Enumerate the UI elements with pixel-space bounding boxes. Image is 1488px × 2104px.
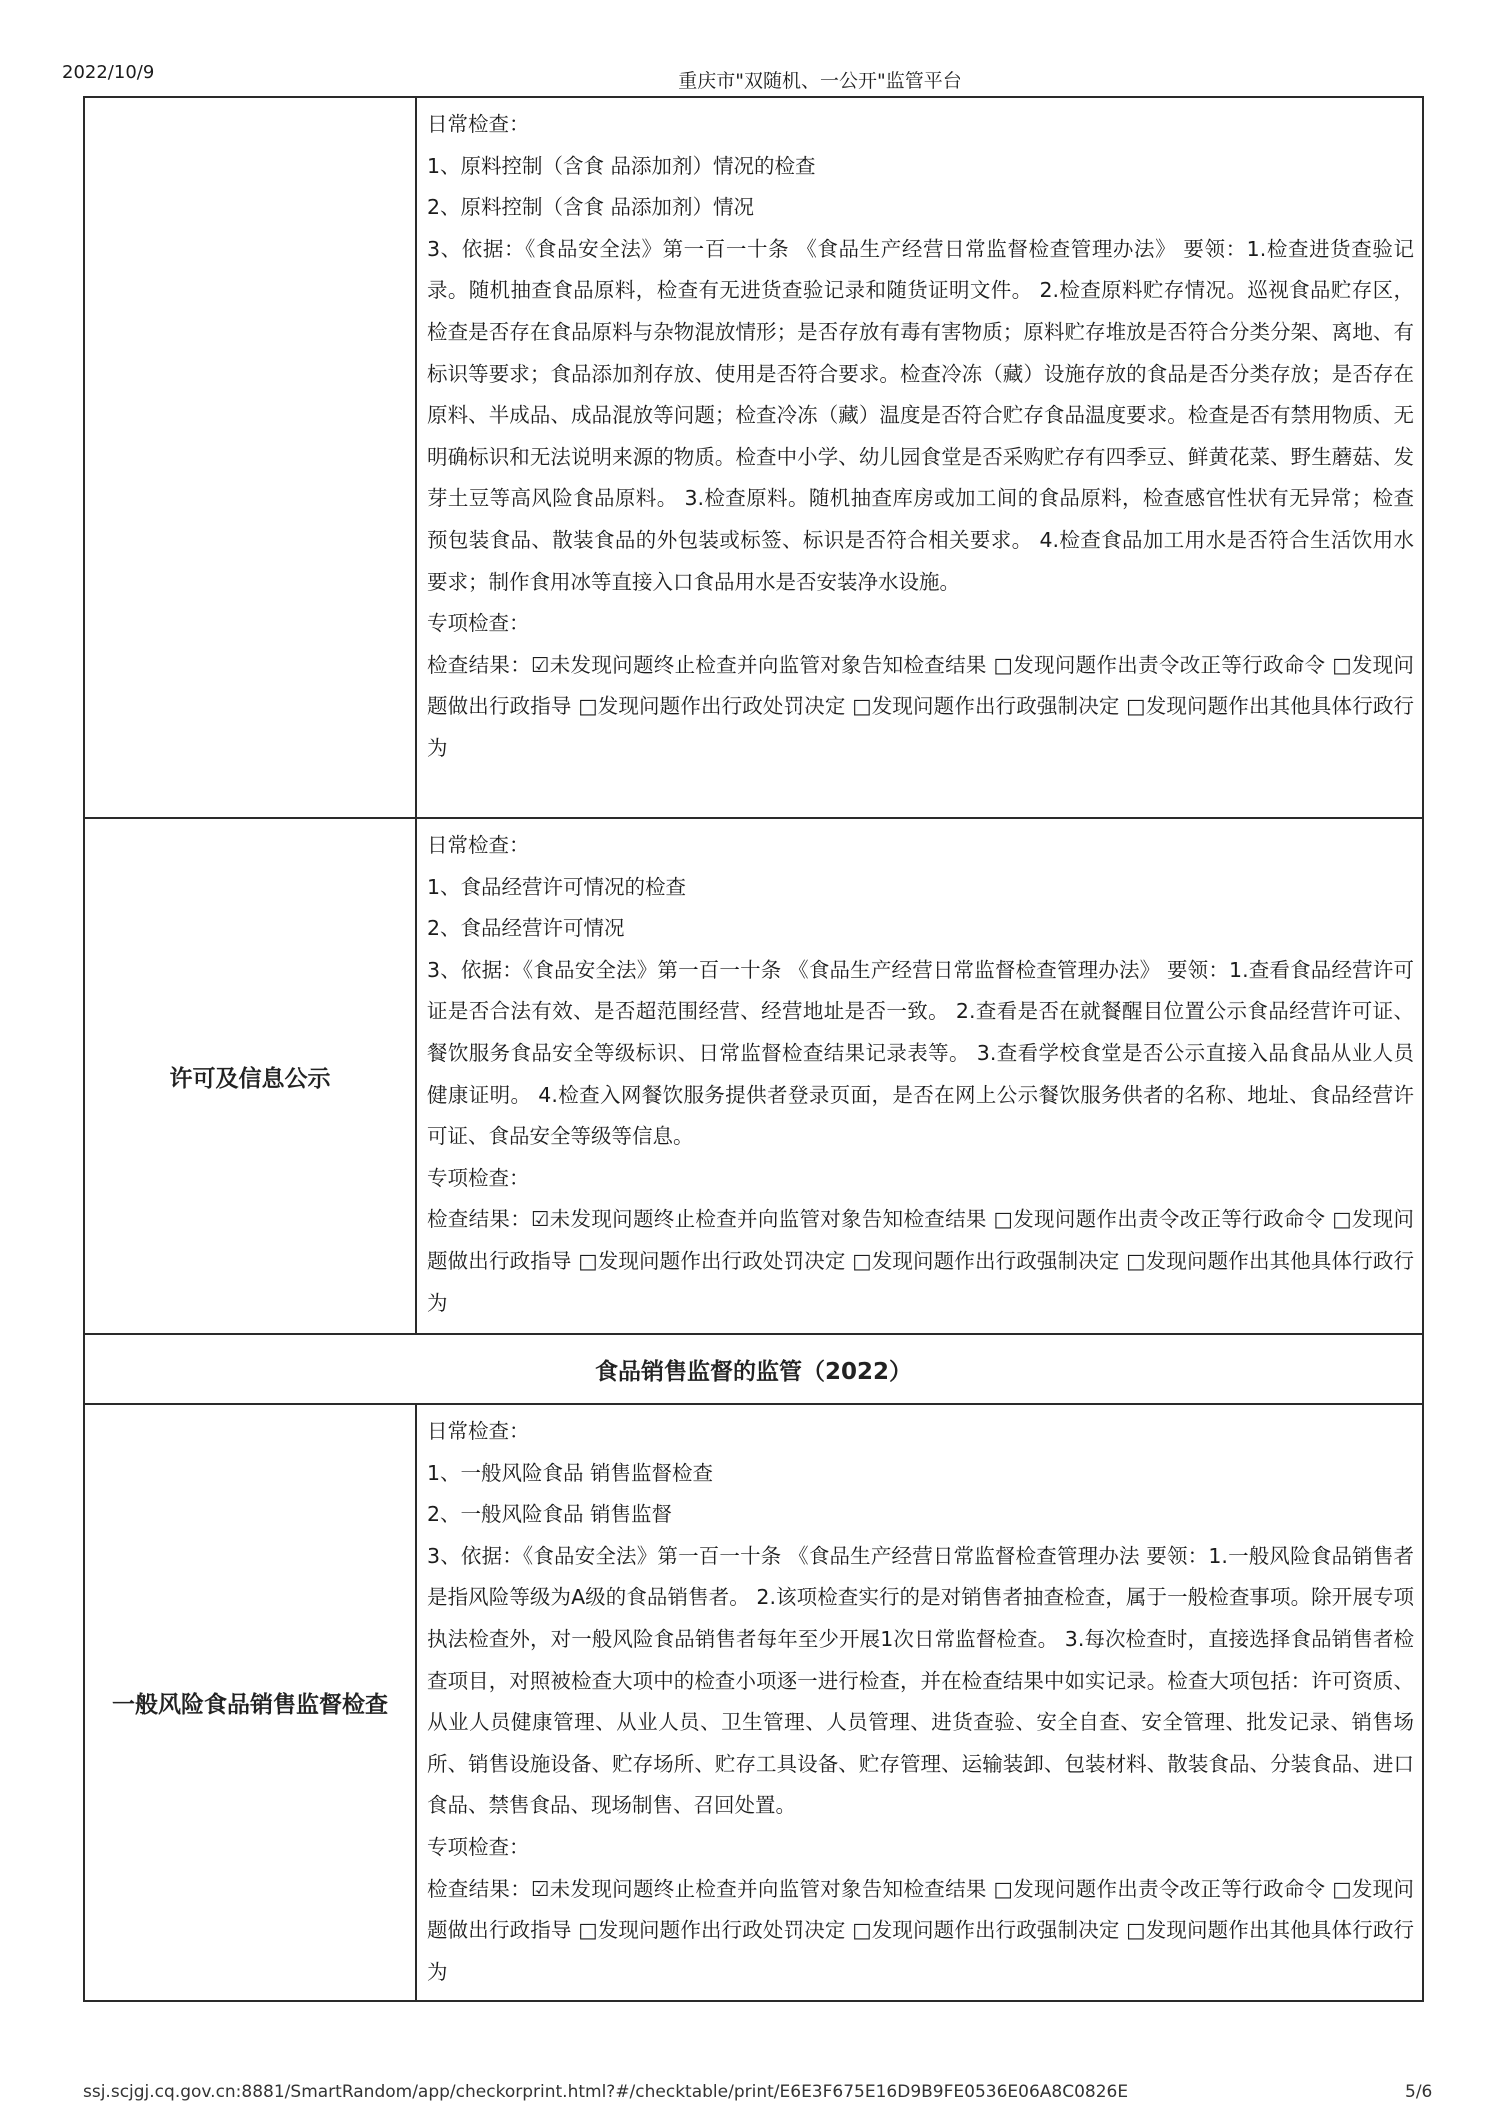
check-basis: 3、依据：《食品安全法》第一百一十条 《食品生产经营日常监督检查管理办法》 要领：1.查看食品经营许可证是否合法有效、是否超范围经营、经营地址是否一致。 2.查看是否在就餐醒目位置公示食品经营许可证、餐饮服务食品安全等级标识、日常监督检查结果记录表等。 3.查看学校食堂是否公示直接入品食品从业人员健康证明。 4.检查入网餐饮服务提供者登录页面，是否在网上公示餐饮服务供者的名称、地址、食品经营许可证、食品安全等级等信息。 bbox=[427, 957, 1414, 1149]
footer-url: ssj.scjgj.cq.gov.cn:8881/SmartRandom/app/checkorprint.html?#/checktable/print/E6E3F675E16D9B9FE0536E06A8C0826E bbox=[83, 2082, 1129, 2102]
check-item: 2、原料控制（含食 品添加剂）情况 bbox=[427, 195, 755, 220]
page-number: 5/6 bbox=[1405, 2082, 1433, 2102]
check-result: 检查结果：☑未发现问题终止检查并向监管对象告知检查结果 □发现问题作出责令改正等行政命令 □发现问题做出行政指导 □发现问题作出行政处罚决定 □发现问题作出行政强制决定 □发现问题作出其他具体行政行为 bbox=[427, 1207, 1414, 1315]
check-item: 2、食品经营许可情况 bbox=[427, 916, 625, 941]
check-result: 检查结果：☑未发现问题终止检查并向监管对象告知检查结果 □发现问题作出责令改正等行政命令 □发现问题做出行政指导 □发现问题作出行政处罚决定 □发现问题作出行政强制决定 □发现问题作出其他具体行政行为 bbox=[427, 1876, 1414, 1984]
row-label: 一般风险食品销售监督检查 bbox=[84, 1404, 416, 2001]
check-item: 1、食品经营许可情况的检查 bbox=[427, 874, 687, 899]
row-content bbox=[416, 1404, 1423, 2001]
page-title: 重庆市"双随机、一公开"监管平台 bbox=[678, 70, 962, 92]
table-row bbox=[84, 1404, 1423, 2001]
check-item: 2、一般风险食品 销售监督 bbox=[427, 1502, 673, 1527]
row-label bbox=[84, 97, 416, 818]
check-basis: 3、依据：《食品安全法》第一百一十条 《食品生产经营日常监督检查管理办法 要领：1.一般风险食品销售者是指风险等级为A级的食品销售者。 2.该项检查实行的是对销售者抽查检查，属于一般检查事项。除开展专项执法检查外，对一般风险食品销售者每年至少开展1次日常监督检查。 3.每次检查时，直接选择食品销售者检查项目，对照被检查大项中的检查小项逐一进行检查，并在检查结果中如实记录。检查大项包括：许可资质、从业人员健康管理、从业人员、卫生管理、人员管理、进货查验、安全自查、安全管理、批发记录、销售场所、销售设施设备、贮存场所、贮存工具设备、贮存管理、运输装卸、包装材料、散装食品、分装食品、进口食品、禁售食品、现场制售、召回处置。 bbox=[427, 1543, 1414, 1818]
table-row bbox=[84, 97, 1423, 818]
check-result: 检查结果：☑未发现问题终止检查并向监管对象告知检查结果 □发现问题作出责令改正等行政命令 □发现问题做出行政指导 □发现问题作出行政处罚决定 □发现问题作出行政强制决定 □发现问题作出其他具体行政行为 bbox=[427, 652, 1414, 760]
check-item: 1、一般风险食品 销售监督检查 bbox=[427, 1460, 714, 1485]
daily-check-label: 日常检查： bbox=[427, 1419, 530, 1443]
special-check-label: 专项检查： bbox=[427, 1834, 530, 1859]
row-label: 许可及信息公示 bbox=[84, 818, 416, 1334]
special-check-label: 专项检查： bbox=[427, 611, 530, 636]
print-date: 2022/10/9 bbox=[62, 62, 155, 83]
daily-check-label: 日常检查： bbox=[427, 112, 530, 136]
daily-check-label: 日常检查： bbox=[427, 833, 530, 857]
table-row bbox=[84, 818, 1423, 1334]
row-content bbox=[416, 818, 1423, 1334]
section-title: 食品销售监督的监管（2022） bbox=[84, 1334, 1423, 1404]
row-content bbox=[416, 97, 1423, 818]
check-basis: 3、依据：《食品安全法》第一百一十条 《食品生产经营日常监督检查管理办法》 要领：1.检查进货查验记录。随机抽查食品原料，检查有无进货查验记录和随货证明文件。 2.检查原料贮存情况。巡视食品贮存区，检查是否存在食品原料与杂物混放情形；是否存放有毒有害物质；原料贮存堆放是否符合分类分架、离地、有标识等要求；食品添加剂存放、使用是否符合要求。检查冷冻（藏）设施存放的食品是否分类存放；是否存在原料、半成品、成品混放等问题；检查冷冻（藏）温度是否符合贮存食品温度要求。检查是否有禁用物质、无明确标识和无法说明来源的物质。检查中小学、幼儿园食堂是否采购贮存有四季豆、鲜黄花菜、野生蘑菇、发芽土豆等高风险食品原料。 3.检查原料。随机抽查库房或加工间的食品原料，检查感官性状有无异常；检查预包装食品、散装食品的外包装或标签、标识是否符合相关要求。 4.检查食品加工用水是否符合生活饮用水要求；制作食用冰等直接入口食品用水是否安装净水设施。 bbox=[427, 236, 1414, 594]
special-check-label: 专项检查： bbox=[427, 1165, 530, 1190]
inspection-table bbox=[83, 96, 1424, 2002]
section-row bbox=[84, 1334, 1423, 1404]
check-item: 1、原料控制（含食 品添加剂）情况的检查 bbox=[427, 153, 816, 178]
